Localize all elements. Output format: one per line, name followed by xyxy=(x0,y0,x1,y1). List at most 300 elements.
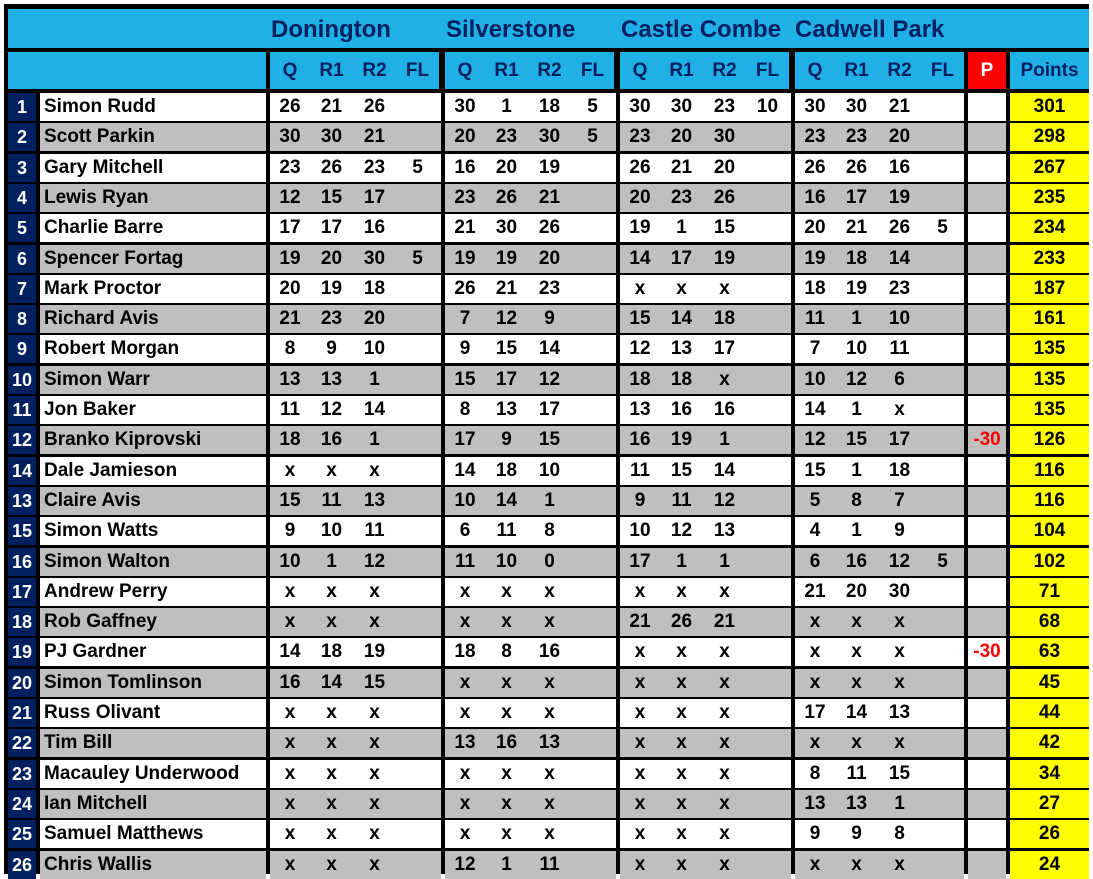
header-penalty: P xyxy=(968,52,1006,89)
donington-r2-cell: 17 xyxy=(363,187,386,208)
table-row xyxy=(8,396,1089,424)
cadwell-park-q-cell: 13 xyxy=(804,793,826,814)
donington-fl-cell xyxy=(396,699,439,727)
cadwell-park-fl-cell xyxy=(921,457,964,485)
donington-r2-cell: x xyxy=(369,581,380,602)
cadwell-park-q-cell: 4 xyxy=(809,520,821,541)
donington-r1-cell: x xyxy=(326,460,337,481)
points-cell: 104 xyxy=(1033,520,1066,541)
header-silverstone-r2: R2 xyxy=(528,52,571,89)
header-points: Points xyxy=(1010,52,1089,89)
table-row xyxy=(8,123,1089,151)
donington-q-cell: x xyxy=(284,763,296,784)
donington-fl-cell xyxy=(396,457,439,485)
castle-combe-r2-cell: x xyxy=(719,763,730,784)
castle-combe-r1-cell: x xyxy=(676,702,687,723)
castle-combe-r2-cell: 15 xyxy=(713,217,736,238)
castle-combe-r2-cell: x xyxy=(719,369,730,390)
cadwell-park-q-cell: x xyxy=(809,854,821,875)
cadwell-park-r1-cell: 23 xyxy=(845,126,868,147)
position-cell: 11 xyxy=(8,396,36,424)
silverstone-r1-cell: 20 xyxy=(495,157,518,178)
cadwell-park-fl-cell xyxy=(921,305,964,333)
castle-combe-fl-cell xyxy=(746,154,789,182)
cadwell-park-r2-cell: 12 xyxy=(888,551,911,572)
silverstone-q-cell: x xyxy=(459,672,471,693)
cadwell-park-r1-cell: 8 xyxy=(851,490,862,511)
penalty-cell xyxy=(968,245,1006,273)
header-silverstone-q: Q xyxy=(445,52,485,89)
header-donington-r2: R2 xyxy=(353,52,396,89)
donington-fl-cell xyxy=(396,335,439,363)
donington-r2-cell: 12 xyxy=(363,551,386,572)
castle-combe-q-cell: 17 xyxy=(629,551,651,572)
donington-fl-cell xyxy=(396,214,439,242)
cadwell-park-fl-cell xyxy=(921,820,964,848)
silverstone-r2-cell: x xyxy=(544,763,555,784)
cadwell-park-fl-cell xyxy=(921,699,964,727)
silverstone-fl-cell xyxy=(571,669,614,697)
cadwell-park-r2-cell: 20 xyxy=(888,126,911,147)
castle-combe-fl-cell xyxy=(746,729,789,757)
cadwell-park-r1-cell: 30 xyxy=(845,96,868,117)
silverstone-r2-cell: 16 xyxy=(538,641,561,662)
castle-combe-r1-cell: x xyxy=(676,732,687,753)
penalty-cell xyxy=(968,123,1006,151)
points-cell: 42 xyxy=(1038,732,1061,753)
cadwell-park-fl-cell xyxy=(921,608,964,636)
header-castle-combe-r1: R1 xyxy=(660,52,703,89)
donington-r2-cell: 21 xyxy=(363,126,386,147)
castle-combe-fl-cell xyxy=(746,608,789,636)
castle-combe-q-cell: 10 xyxy=(629,520,651,541)
points-cell: 135 xyxy=(1033,369,1066,390)
points-cell: 126 xyxy=(1033,429,1066,450)
cadwell-park-q-cell: x xyxy=(809,641,821,662)
cadwell-park-r2-cell: 23 xyxy=(888,278,911,299)
castle-combe-fl-cell xyxy=(746,517,789,545)
donington-r1-cell: 9 xyxy=(326,338,337,359)
cadwell-park-q-cell: x xyxy=(809,611,821,632)
position-cell: 16 xyxy=(8,548,36,576)
cadwell-park-q-cell: x xyxy=(809,672,821,693)
donington-fl-cell xyxy=(396,275,439,303)
silverstone-fl-cell xyxy=(571,214,614,242)
castle-combe-r1-cell: x xyxy=(676,641,687,662)
castle-combe-r2-cell: x xyxy=(719,581,730,602)
cadwell-park-fl-cell xyxy=(921,669,964,697)
silverstone-r1-cell: 19 xyxy=(495,248,518,269)
penalty-cell xyxy=(968,275,1006,303)
silverstone-fl-cell xyxy=(571,790,614,818)
castle-combe-fl-cell xyxy=(746,245,789,273)
castle-combe-r2-cell: 16 xyxy=(713,399,736,420)
castle-combe-q-cell: x xyxy=(634,763,646,784)
header-silverstone-fl: FL xyxy=(571,52,614,89)
points-cell: 68 xyxy=(1038,611,1061,632)
donington-fl-cell xyxy=(396,517,439,545)
donington-r1-cell: 11 xyxy=(321,490,342,511)
castle-combe-fl-cell xyxy=(746,457,789,485)
donington-q-cell: 20 xyxy=(279,278,301,299)
silverstone-r1-cell: x xyxy=(501,702,512,723)
silverstone-q-cell: 20 xyxy=(454,126,476,147)
silverstone-fl-cell xyxy=(571,335,614,363)
cadwell-park-q-cell: 15 xyxy=(804,460,826,481)
penalty-cell xyxy=(968,366,1006,394)
donington-q-cell: 15 xyxy=(279,490,301,511)
cadwell-park-r1-cell: 11 xyxy=(846,763,867,784)
castle-combe-q-cell: 21 xyxy=(629,611,651,632)
donington-r2-cell: 15 xyxy=(363,672,386,693)
castle-combe-fl-cell xyxy=(746,123,789,151)
castle-combe-r1-cell: x xyxy=(676,823,687,844)
header-cadwell-park-r2: R2 xyxy=(878,52,921,89)
donington-q-cell: 16 xyxy=(279,672,301,693)
header-name-blank xyxy=(8,52,266,89)
silverstone-r1-cell: 12 xyxy=(495,308,518,329)
position-cell: 15 xyxy=(8,517,36,545)
silverstone-r1-cell: 11 xyxy=(496,520,517,541)
table-row xyxy=(8,669,1089,697)
penalty-cell xyxy=(968,578,1006,606)
silverstone-q-cell: 21 xyxy=(454,217,476,238)
driver-name: Simon Tomlinson xyxy=(44,672,202,693)
castle-combe-r1-cell: x xyxy=(676,793,687,814)
position-cell: 14 xyxy=(8,457,36,485)
silverstone-fl-cell xyxy=(571,305,614,333)
castle-combe-r1-cell: 26 xyxy=(670,611,693,632)
silverstone-fl-cell xyxy=(571,608,614,636)
penalty-cell xyxy=(968,335,1006,363)
cadwell-park-fl-cell xyxy=(921,275,964,303)
castle-combe-r2-cell: x xyxy=(719,793,730,814)
silverstone-r1-cell: 10 xyxy=(495,551,518,572)
silverstone-r2-cell: x xyxy=(544,581,555,602)
cadwell-park-q-cell: 10 xyxy=(804,369,826,390)
silverstone-r2-cell: 0 xyxy=(544,551,555,572)
silverstone-r1-cell: 9 xyxy=(501,429,512,450)
silverstone-fl-cell xyxy=(571,426,614,454)
silverstone-q-cell: 17 xyxy=(454,429,476,450)
donington-q-cell: x xyxy=(284,611,296,632)
donington-q-cell: 19 xyxy=(279,248,301,269)
penalty-cell xyxy=(968,305,1006,333)
position-cell: 23 xyxy=(8,760,36,788)
donington-q-cell: 14 xyxy=(279,641,301,662)
silverstone-r2-cell: x xyxy=(544,672,555,693)
silverstone-q-cell: 26 xyxy=(454,278,476,299)
position-cell: 25 xyxy=(8,820,36,848)
silverstone-r2-cell: 21 xyxy=(538,187,561,208)
castle-combe-q-cell: x xyxy=(634,702,646,723)
penalty-cell xyxy=(968,457,1006,485)
cadwell-park-r1-cell: 13 xyxy=(845,793,868,814)
silverstone-q-cell: 18 xyxy=(454,641,476,662)
donington-r2-cell: x xyxy=(369,460,380,481)
silverstone-q-cell: 30 xyxy=(454,96,476,117)
column-header-row xyxy=(8,52,1089,89)
penalty-cell xyxy=(968,851,1006,879)
penalty-cell xyxy=(968,760,1006,788)
points-cell: 24 xyxy=(1038,854,1061,875)
donington-q-cell: 21 xyxy=(279,308,301,329)
silverstone-r1-cell: 18 xyxy=(495,460,518,481)
donington-fl-cell xyxy=(396,487,439,515)
driver-name: Simon Watts xyxy=(44,520,159,541)
silverstone-fl-cell xyxy=(571,638,614,666)
donington-q-cell: 18 xyxy=(279,429,301,450)
donington-r1-cell: x xyxy=(326,732,337,753)
silverstone-fl-cell xyxy=(571,154,614,182)
cadwell-park-q-cell: 6 xyxy=(809,551,821,572)
table-row xyxy=(8,760,1089,788)
castle-combe-r1-cell: 19 xyxy=(670,429,693,450)
silverstone-q-cell: x xyxy=(459,702,471,723)
silverstone-fl-cell xyxy=(571,457,614,485)
donington-q-cell: 13 xyxy=(279,369,301,390)
donington-fl-cell xyxy=(396,729,439,757)
castle-combe-r2-cell: x xyxy=(719,732,730,753)
castle-combe-r1-cell: x xyxy=(676,854,687,875)
castle-combe-fl-cell xyxy=(746,760,789,788)
position-cell: 24 xyxy=(8,790,36,818)
points-cell: 26 xyxy=(1038,823,1061,844)
table-row xyxy=(8,578,1089,606)
donington-r2-cell: 1 xyxy=(369,429,380,450)
header-castle-combe-r2: R2 xyxy=(703,52,746,89)
silverstone-r1-cell: x xyxy=(501,823,512,844)
donington-r2-cell: 1 xyxy=(369,369,380,390)
donington-r1-cell: x xyxy=(326,763,337,784)
position-cell: 3 xyxy=(8,154,36,182)
silverstone-r1-cell: 30 xyxy=(495,217,518,238)
cadwell-park-fl-cell xyxy=(921,729,964,757)
cadwell-park-q-cell: 5 xyxy=(809,490,821,511)
cadwell-park-r2-cell: 26 xyxy=(888,217,911,238)
cadwell-park-r1-cell: x xyxy=(851,641,862,662)
silverstone-r2-cell: 30 xyxy=(538,126,561,147)
silverstone-q-cell: 9 xyxy=(459,338,471,359)
castle-combe-q-cell: 12 xyxy=(629,338,651,359)
donington-r2-cell: x xyxy=(369,732,380,753)
cadwell-park-r1-cell: 1 xyxy=(851,399,862,420)
donington-r1-cell: 16 xyxy=(320,429,343,450)
donington-r1-cell: x xyxy=(326,702,337,723)
silverstone-fl-cell xyxy=(571,699,614,727)
silverstone-q-cell: 14 xyxy=(454,460,476,481)
castle-combe-fl-cell xyxy=(746,851,789,879)
cadwell-park-r1-cell: 15 xyxy=(845,429,868,450)
cadwell-park-r2-cell: 30 xyxy=(888,581,911,602)
silverstone-fl-cell xyxy=(571,729,614,757)
castle-combe-fl-cell xyxy=(746,275,789,303)
castle-combe-q-cell: x xyxy=(634,732,646,753)
donington-q-cell: 26 xyxy=(279,96,301,117)
cadwell-park-r1-cell: x xyxy=(851,672,862,693)
castle-combe-q-cell: x xyxy=(634,823,646,844)
points-cell: 235 xyxy=(1033,187,1066,208)
silverstone-fl-cell: 5 xyxy=(587,96,598,117)
table-row xyxy=(8,517,1089,545)
silverstone-r1-cell: 1 xyxy=(501,854,512,875)
cadwell-park-r1-cell: 1 xyxy=(851,460,862,481)
donington-q-cell: x xyxy=(284,854,296,875)
castle-combe-r2-cell: 26 xyxy=(713,187,736,208)
silverstone-q-cell: 15 xyxy=(454,369,476,390)
castle-combe-r2-cell: 1 xyxy=(719,551,730,572)
donington-fl-cell xyxy=(396,820,439,848)
cadwell-park-r2-cell: 19 xyxy=(888,187,911,208)
donington-r2-cell: x xyxy=(369,854,380,875)
table-row xyxy=(8,154,1089,182)
position-cell: 18 xyxy=(8,608,36,636)
silverstone-fl-cell xyxy=(571,275,614,303)
cadwell-park-q-cell: 11 xyxy=(804,308,826,329)
points-cell: 102 xyxy=(1033,551,1066,572)
donington-fl-cell xyxy=(396,305,439,333)
cadwell-park-r2-cell: 8 xyxy=(894,823,905,844)
castle-combe-r2-cell: x xyxy=(719,641,730,662)
castle-combe-q-cell: 26 xyxy=(629,157,651,178)
cadwell-park-r2-cell: x xyxy=(894,399,905,420)
silverstone-r1-cell: 21 xyxy=(495,278,518,299)
penalty-cell: -30 xyxy=(973,429,1001,450)
table-row xyxy=(8,335,1089,363)
silverstone-fl-cell xyxy=(571,820,614,848)
donington-r1-cell: x xyxy=(326,793,337,814)
donington-r1-cell: 15 xyxy=(320,187,343,208)
donington-fl-cell xyxy=(396,123,439,151)
position-cell: 9 xyxy=(8,335,36,363)
position-cell: 20 xyxy=(8,669,36,697)
donington-r2-cell: 23 xyxy=(363,157,386,178)
position-cell: 21 xyxy=(8,699,36,727)
castle-combe-q-cell: 9 xyxy=(634,490,646,511)
silverstone-q-cell: 19 xyxy=(454,248,476,269)
table-row xyxy=(8,214,1089,242)
cadwell-park-r1-cell: 12 xyxy=(845,369,868,390)
silverstone-r2-cell: 1 xyxy=(544,490,555,511)
silverstone-fl-cell xyxy=(571,487,614,515)
donington-r1-cell: x xyxy=(326,611,337,632)
donington-q-cell: 23 xyxy=(279,157,301,178)
driver-name: PJ Gardner xyxy=(44,641,147,662)
cadwell-park-q-cell: 20 xyxy=(804,217,826,238)
table-row xyxy=(8,608,1089,636)
silverstone-r2-cell: 23 xyxy=(538,278,561,299)
donington-r1-cell: 17 xyxy=(320,217,343,238)
silverstone-r1-cell: 1 xyxy=(501,96,512,117)
driver-name: Ian Mitchell xyxy=(44,793,148,814)
donington-r1-cell: 12 xyxy=(320,399,343,420)
position-cell: 22 xyxy=(8,729,36,757)
penalty-cell xyxy=(968,669,1006,697)
cadwell-park-q-cell: 7 xyxy=(809,338,821,359)
driver-name: Charlie Barre xyxy=(44,217,164,238)
position-cell: 13 xyxy=(8,487,36,515)
driver-name: Scott Parkin xyxy=(44,126,155,147)
silverstone-r2-cell: 17 xyxy=(538,399,561,420)
silverstone-q-cell: 16 xyxy=(454,157,476,178)
donington-fl-cell xyxy=(396,608,439,636)
castle-combe-q-cell: 19 xyxy=(629,217,651,238)
table-row xyxy=(8,426,1089,454)
castle-combe-fl-cell xyxy=(746,487,789,515)
silverstone-r1-cell: x xyxy=(501,672,512,693)
cadwell-park-fl-cell xyxy=(921,366,964,394)
castle-combe-r1-cell: 1 xyxy=(676,217,687,238)
cadwell-park-r2-cell: 15 xyxy=(888,763,911,784)
table-row xyxy=(8,366,1089,394)
cadwell-park-q-cell: 26 xyxy=(804,157,826,178)
castle-combe-r2-cell: 1 xyxy=(719,429,730,450)
driver-name: Gary Mitchell xyxy=(44,157,164,178)
castle-combe-r2-cell: 13 xyxy=(713,520,736,541)
donington-q-cell: x xyxy=(284,793,296,814)
cadwell-park-q-cell: 8 xyxy=(809,763,821,784)
table-row xyxy=(8,820,1089,848)
donington-q-cell: x xyxy=(284,823,296,844)
donington-r2-cell: x xyxy=(369,702,380,723)
points-cell: 161 xyxy=(1033,308,1066,329)
castle-combe-q-cell: 23 xyxy=(629,126,651,147)
cadwell-park-r2-cell: 14 xyxy=(888,248,911,269)
table-row xyxy=(8,305,1089,333)
driver-name: Andrew Perry xyxy=(44,581,168,602)
cadwell-park-r1-cell: 10 xyxy=(845,338,868,359)
castle-combe-r2-cell: 12 xyxy=(713,490,736,511)
driver-name: Russ Olivant xyxy=(44,702,161,723)
castle-combe-r2-cell: x xyxy=(719,278,730,299)
silverstone-q-cell: 11 xyxy=(454,551,476,572)
cadwell-park-r2-cell: x xyxy=(894,611,905,632)
silverstone-fl-cell xyxy=(571,366,614,394)
silverstone-r2-cell: 19 xyxy=(538,157,561,178)
donington-r1-cell: 18 xyxy=(320,641,343,662)
donington-r1-cell: 14 xyxy=(320,672,343,693)
cadwell-park-r2-cell: 11 xyxy=(889,338,910,359)
cadwell-park-fl-cell xyxy=(921,335,964,363)
silverstone-fl-cell xyxy=(571,851,614,879)
donington-r1-cell: 19 xyxy=(320,278,343,299)
donington-r1-cell: x xyxy=(326,581,337,602)
castle-combe-r2-cell: 19 xyxy=(713,248,736,269)
driver-name: Chris Wallis xyxy=(44,854,153,875)
cadwell-park-r2-cell: 13 xyxy=(888,702,911,723)
silverstone-fl-cell xyxy=(571,517,614,545)
table-row xyxy=(8,851,1089,879)
castle-combe-fl-cell xyxy=(746,426,789,454)
castle-combe-q-cell: 15 xyxy=(629,308,651,329)
cadwell-park-r2-cell: x xyxy=(894,854,905,875)
points-cell: 44 xyxy=(1038,702,1061,723)
castle-combe-q-cell: 13 xyxy=(629,399,651,420)
silverstone-fl-cell xyxy=(571,184,614,212)
donington-r2-cell: x xyxy=(369,793,380,814)
cadwell-park-r1-cell: 26 xyxy=(845,157,868,178)
driver-name: Tim Bill xyxy=(44,732,113,753)
donington-fl-cell xyxy=(396,366,439,394)
silverstone-r1-cell: x xyxy=(501,581,512,602)
donington-r1-cell: 30 xyxy=(320,126,343,147)
silverstone-q-cell: 23 xyxy=(454,187,476,208)
venue-donington: Donington xyxy=(271,16,391,43)
silverstone-r1-cell: 13 xyxy=(495,399,518,420)
castle-combe-r2-cell: 18 xyxy=(713,308,736,329)
silverstone-q-cell: 13 xyxy=(454,732,476,753)
castle-combe-fl-cell xyxy=(746,578,789,606)
